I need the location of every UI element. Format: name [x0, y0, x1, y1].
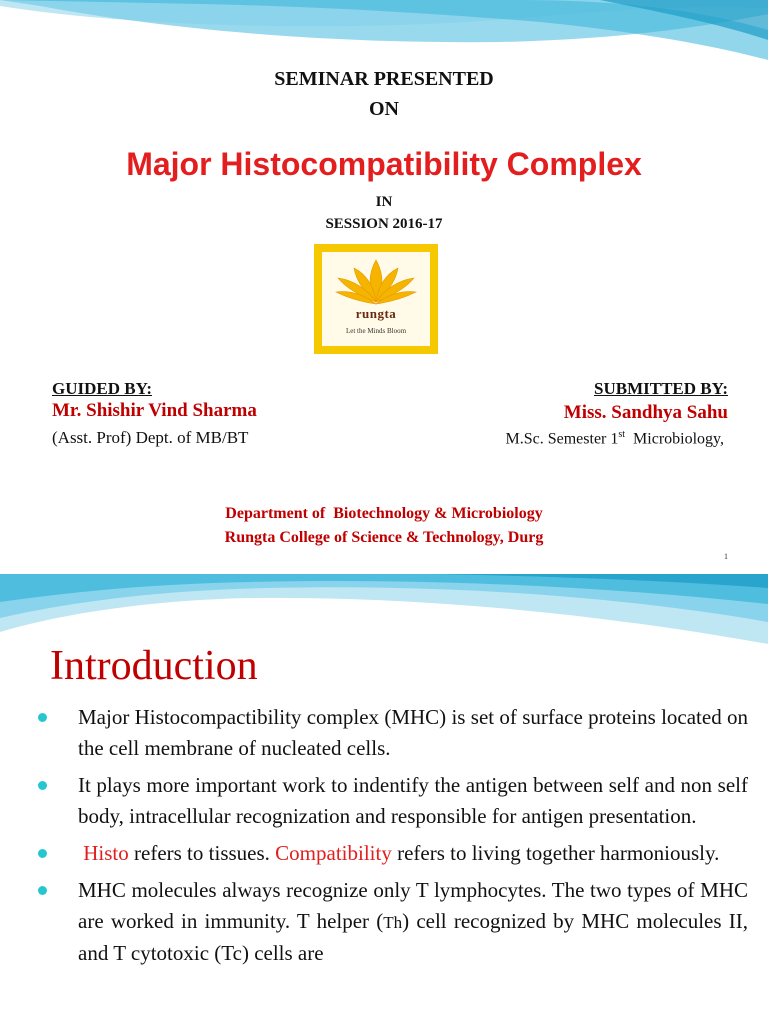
in-label: IN [375, 194, 393, 210]
list-item: MHC molecules always recognize only T lymphocytes. The two types of MHC are worked in immunity. T helper (Th) cell recognized by MHC molecules II, and T cytotoxic (Tc) cells are [34, 875, 748, 969]
department-name: Department of Biotechnology & Microbiology [225, 505, 543, 522]
logo-brand-text: rungta [355, 306, 397, 321]
student-name: Miss. Sandhya Sahu [563, 402, 728, 423]
page-number: 1 [724, 552, 728, 561]
bullet-icon [38, 781, 47, 790]
header-wave-decoration [0, 0, 768, 70]
lotus-icon [322, 252, 430, 312]
bullet-list [34, 702, 748, 975]
college-logo [314, 244, 438, 354]
list-item: Major Histocompactibility complex (MHC) is set of surface proteins located on the cell membrane of nucleated cells. [34, 702, 748, 764]
session-label: SESSION 2016-17 [325, 216, 443, 232]
logo-tagline: Let the Minds Bloom [345, 327, 407, 335]
list-item: Histo refers to tissues. Compatibility refers to living together harmoniously. [34, 838, 748, 869]
slide-title: Major Histocompatibility Complex [126, 146, 642, 182]
seminar-heading-line1: SEMINAR PRESENTED [274, 68, 494, 90]
bullet-icon [38, 849, 47, 858]
guide-name: Mr. Shishir Vind Sharma [52, 400, 257, 421]
bullet-icon [38, 886, 47, 895]
student-course: M.Sc. Semester 1st Microbiology, [505, 429, 724, 448]
guided-by-label: GUIDED BY: [52, 379, 152, 398]
highlight-compatibility: Compatibility [275, 841, 392, 865]
guide-designation: (Asst. Prof) Dept. of MB/BT [52, 428, 249, 447]
seminar-heading-line2: ON [369, 98, 399, 120]
list-item: It plays more important work to indentify the antigen between self and non self body, intracellular recognization and responsible for antigen presentation. [34, 770, 748, 832]
highlight-histo: Histo [83, 841, 129, 865]
submitted-by-label: SUBMITTED BY: [594, 379, 728, 398]
bullet-icon [38, 713, 47, 722]
slide-title: Introduction [50, 643, 258, 689]
college-name: Rungta College of Science & Technology, Durg [224, 529, 544, 546]
introduction-slide [0, 574, 768, 1024]
